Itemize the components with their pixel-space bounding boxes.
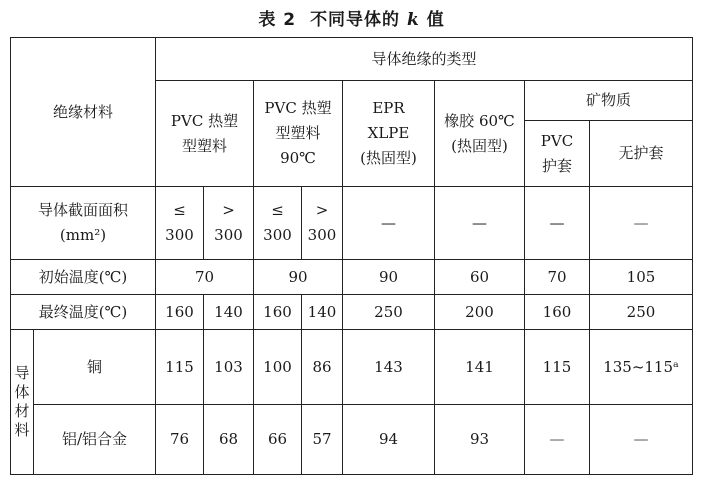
cross-section-cell: — bbox=[343, 187, 435, 260]
rubber-60-header: 橡胶 60℃ (热固型) bbox=[435, 81, 525, 187]
table-number: 表 2 bbox=[258, 10, 297, 30]
cross-section-cell: ≤ 300 bbox=[156, 187, 204, 260]
cross-section-cell: — bbox=[525, 187, 590, 260]
aluminum-cell: — bbox=[590, 405, 693, 475]
final-temp-cell: 250 bbox=[343, 295, 435, 330]
initial-temp-cell: 90 bbox=[254, 260, 343, 295]
final-temp-label: 最终温度(℃) bbox=[11, 295, 156, 330]
final-temp-cell: 160 bbox=[525, 295, 590, 330]
aluminum-cell: 68 bbox=[204, 405, 254, 475]
copper-cell: 86 bbox=[302, 330, 343, 405]
cross-section-cell: ≤ 300 bbox=[254, 187, 302, 260]
cross-section-cell: — bbox=[590, 187, 693, 260]
table-title-suffix: 值 bbox=[426, 10, 445, 30]
aluminum-cell: — bbox=[525, 405, 590, 475]
mineral-bare-header: 无护套 bbox=[590, 121, 693, 187]
initial-temp-cell: 90 bbox=[343, 260, 435, 295]
k-symbol: k bbox=[406, 10, 420, 30]
insulation-material-header: 绝缘材料 bbox=[11, 38, 156, 187]
final-temp-cell: 200 bbox=[435, 295, 525, 330]
cross-section-cell: > 300 bbox=[204, 187, 254, 260]
aluminum-label: 铝/铝合金 bbox=[34, 405, 156, 475]
aluminum-cell: 94 bbox=[343, 405, 435, 475]
aluminum-cell: 57 bbox=[302, 405, 343, 475]
mineral-header: 矿物质 bbox=[525, 81, 693, 121]
conductor-material-label: 导 体 材 料 bbox=[11, 330, 34, 475]
final-temp-cell: 160 bbox=[254, 295, 302, 330]
initial-temp-label: 初始温度(℃) bbox=[11, 260, 156, 295]
cross-section-label: 导体截面面积 (mm²) bbox=[11, 187, 156, 260]
copper-label: 铜 bbox=[34, 330, 156, 405]
epr-xlpe-header: EPR XLPE (热固型) bbox=[343, 81, 435, 187]
aluminum-cell: 93 bbox=[435, 405, 525, 475]
conductor-insulation-type-header: 导体绝缘的类型 bbox=[156, 38, 693, 81]
initial-temp-cell: 60 bbox=[435, 260, 525, 295]
copper-cell: 115 bbox=[525, 330, 590, 405]
pvc-90-header: PVC 热塑 型塑料 90℃ bbox=[254, 81, 343, 187]
table-title-text: 不同导体的 bbox=[310, 10, 401, 30]
aluminum-cell: 76 bbox=[156, 405, 204, 475]
copper-cell: 143 bbox=[343, 330, 435, 405]
initial-temp-cell: 70 bbox=[525, 260, 590, 295]
mineral-pvc-sheath-header: PVC 护套 bbox=[525, 121, 590, 187]
cross-section-cell: > 300 bbox=[302, 187, 343, 260]
cross-section-cell: — bbox=[435, 187, 525, 260]
copper-cell: 135~115ᵃ bbox=[590, 330, 693, 405]
final-temp-cell: 140 bbox=[204, 295, 254, 330]
final-temp-cell: 160 bbox=[156, 295, 204, 330]
final-temp-cell: 140 bbox=[302, 295, 343, 330]
table-title bbox=[0, 5, 703, 30]
final-temp-cell: 250 bbox=[590, 295, 693, 330]
k-value-table bbox=[10, 37, 693, 475]
copper-cell: 100 bbox=[254, 330, 302, 405]
initial-temp-cell: 105 bbox=[590, 260, 693, 295]
copper-cell: 115 bbox=[156, 330, 204, 405]
copper-cell: 141 bbox=[435, 330, 525, 405]
pvc-thermoplastic-header: PVC 热塑 型塑料 bbox=[156, 81, 254, 187]
aluminum-cell: 66 bbox=[254, 405, 302, 475]
copper-cell: 103 bbox=[204, 330, 254, 405]
initial-temp-cell: 70 bbox=[156, 260, 254, 295]
